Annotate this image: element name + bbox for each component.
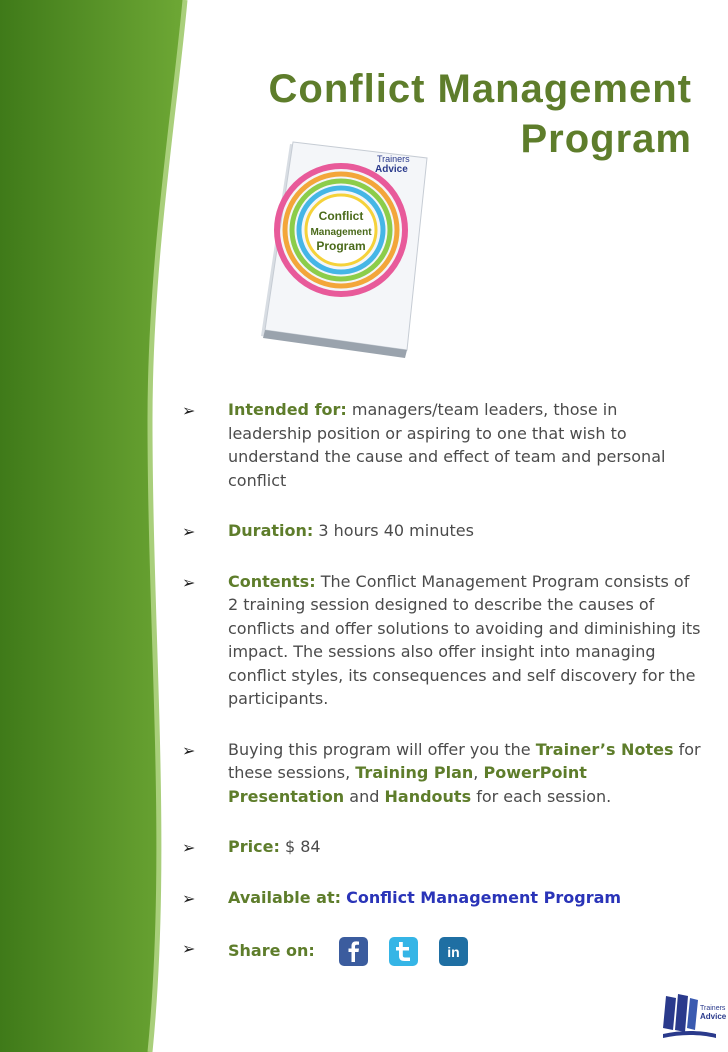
bullet-buying: ➢ Buying this program will offer you the Trainer’s Notes for these sessions, Training Plan, PowerPoint Presentation and Handouts for each session. [182,739,701,806]
program-details-list [182,398,702,967]
facebook-icon[interactable] [338,936,369,967]
cover-brand-1: Trainers [377,154,410,164]
trainers-advice-logo [660,990,727,1044]
bullet-contents: ➢ Contents: The Conflict Management Program consists of 2 training session designed to describe the causes of conflicts and offer solutions to avoiding and diminishing its impact. The sessions also offer insight into managing conflict styles, its consequences and self discovery for the participants. [182,571,701,708]
svg-text:Advice: Advice [700,1012,727,1021]
cover-text-1: Conflict [318,209,364,223]
svg-text:Trainers: Trainers [700,1005,726,1012]
bullet-price: ➢ Price: $ 84 [182,835,702,859]
arrow-bullet-icon: ➢ [182,838,196,857]
twitter-icon[interactable] [388,936,419,967]
linkedin-icon[interactable] [438,936,469,967]
arrow-bullet-icon: ➢ [182,740,196,760]
title-line-1: Conflict Management [268,67,692,111]
arrow-bullet-icon: ➢ [182,939,196,958]
bullet-share: ➢ Share on: in [182,936,702,967]
bullet-available: ➢ Available at: Conflict Management Program [182,886,702,910]
arrow-bullet-icon: ➢ [182,522,196,541]
bullet-duration: ➢ Duration: 3 hours 40 minutes [182,519,702,543]
arrow-bullet-icon: ➢ [182,572,196,592]
bullet-intended-for: ➢ Intended for: managers/team leaders, those in leadership position or aspiring to one that wish to understand the cause and effect of team and personal conflict [182,400,666,490]
title-line-2: Program [520,117,692,161]
program-book-cover [255,140,435,360]
svg-text:in: in [447,944,460,960]
cover-text-3: Program [316,239,366,253]
cover-brand-2: Advice [375,164,408,175]
arrow-bullet-icon: ➢ [182,888,196,908]
cover-text-2: Management [310,227,372,238]
program-link[interactable]: Conflict Management Program [346,887,622,907]
arrow-bullet-icon: ➢ [182,401,196,420]
